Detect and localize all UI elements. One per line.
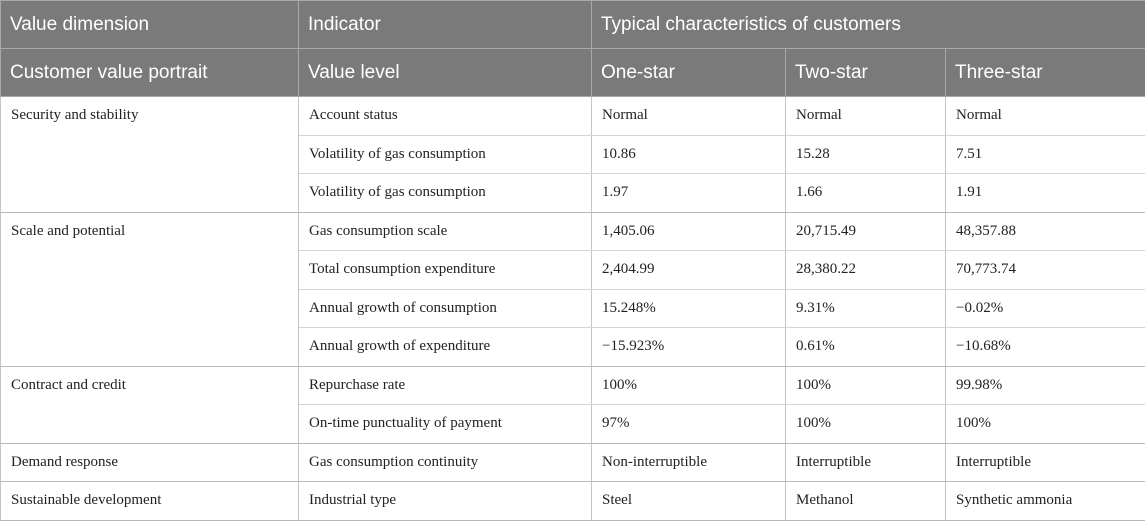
two-star-cell: 28,380.22 xyxy=(786,251,946,290)
three-star-cell: Interruptible xyxy=(946,443,1145,482)
three-star-cell: 70,773.74 xyxy=(946,251,1145,290)
table-row xyxy=(1,366,1145,405)
three-star-cell: Normal xyxy=(946,97,1145,136)
one-star-cell: Normal xyxy=(592,97,786,136)
three-star-cell: 100% xyxy=(946,405,1145,444)
one-star-cell: 100% xyxy=(592,366,786,405)
three-star-cell: 7.51 xyxy=(946,135,1145,174)
one-star-cell: 10.86 xyxy=(592,135,786,174)
two-star-cell: 0.61% xyxy=(786,328,946,367)
indicator-cell: Total consumption expenditure xyxy=(299,251,592,290)
header-customer-value-portrait: Customer value portrait xyxy=(1,49,299,97)
two-star-cell: 9.31% xyxy=(786,289,946,328)
header-three-star: Three-star xyxy=(946,49,1145,97)
header-row-1 xyxy=(1,1,1145,49)
two-star-cell: Methanol xyxy=(786,482,946,521)
header-one-star: One-star xyxy=(592,49,786,97)
three-star-cell: 48,357.88 xyxy=(946,212,1145,251)
dimension-cell: Demand response xyxy=(1,443,299,482)
indicator-cell: Annual growth of expenditure xyxy=(299,328,592,367)
indicator-cell: Gas consumption continuity xyxy=(299,443,592,482)
one-star-cell: 1,405.06 xyxy=(592,212,786,251)
three-star-cell: 99.98% xyxy=(946,366,1145,405)
header-two-star: Two-star xyxy=(786,49,946,97)
one-star-cell: −15.923% xyxy=(592,328,786,367)
dimension-cell: Contract and credit xyxy=(1,366,299,443)
table-row xyxy=(1,443,1145,482)
three-star-cell: 1.91 xyxy=(946,174,1145,213)
two-star-cell: 15.28 xyxy=(786,135,946,174)
header-typical-characteristics: Typical characteristics of customers xyxy=(592,1,1145,49)
header-indicator: Indicator xyxy=(299,1,592,49)
two-star-cell: Normal xyxy=(786,97,946,136)
indicator-cell: Gas consumption scale xyxy=(299,212,592,251)
table-header xyxy=(1,1,1145,97)
table-row xyxy=(1,97,1145,136)
one-star-cell: 1.97 xyxy=(592,174,786,213)
indicator-cell: Volatility of gas consumption xyxy=(299,174,592,213)
one-star-cell: Steel xyxy=(592,482,786,521)
dimension-cell: Security and stability xyxy=(1,97,299,213)
one-star-cell: 97% xyxy=(592,405,786,444)
two-star-cell: 100% xyxy=(786,405,946,444)
dimension-cell: Scale and potential xyxy=(1,212,299,366)
two-star-cell: Interruptible xyxy=(786,443,946,482)
header-value-dimension: Value dimension xyxy=(1,1,299,49)
three-star-cell: −10.68% xyxy=(946,328,1145,367)
one-star-cell: Non-interruptible xyxy=(592,443,786,482)
table-row xyxy=(1,212,1145,251)
table-row xyxy=(1,482,1145,521)
two-star-cell: 20,715.49 xyxy=(786,212,946,251)
three-star-cell: Synthetic ammonia xyxy=(946,482,1145,521)
two-star-cell: 100% xyxy=(786,366,946,405)
one-star-cell: 2,404.99 xyxy=(592,251,786,290)
indicator-cell: Account status xyxy=(299,97,592,136)
three-star-cell: −0.02% xyxy=(946,289,1145,328)
indicator-cell: Industrial type xyxy=(299,482,592,521)
indicator-cell: On-time punctuality of payment xyxy=(299,405,592,444)
two-star-cell: 1.66 xyxy=(786,174,946,213)
indicator-cell: Repurchase rate xyxy=(299,366,592,405)
table-body xyxy=(1,97,1145,521)
dimension-cell: Sustainable development xyxy=(1,482,299,521)
indicator-cell: Annual growth of consumption xyxy=(299,289,592,328)
header-value-level: Value level xyxy=(299,49,592,97)
indicator-cell: Volatility of gas consumption xyxy=(299,135,592,174)
one-star-cell: 15.248% xyxy=(592,289,786,328)
header-row-2 xyxy=(1,49,1145,97)
